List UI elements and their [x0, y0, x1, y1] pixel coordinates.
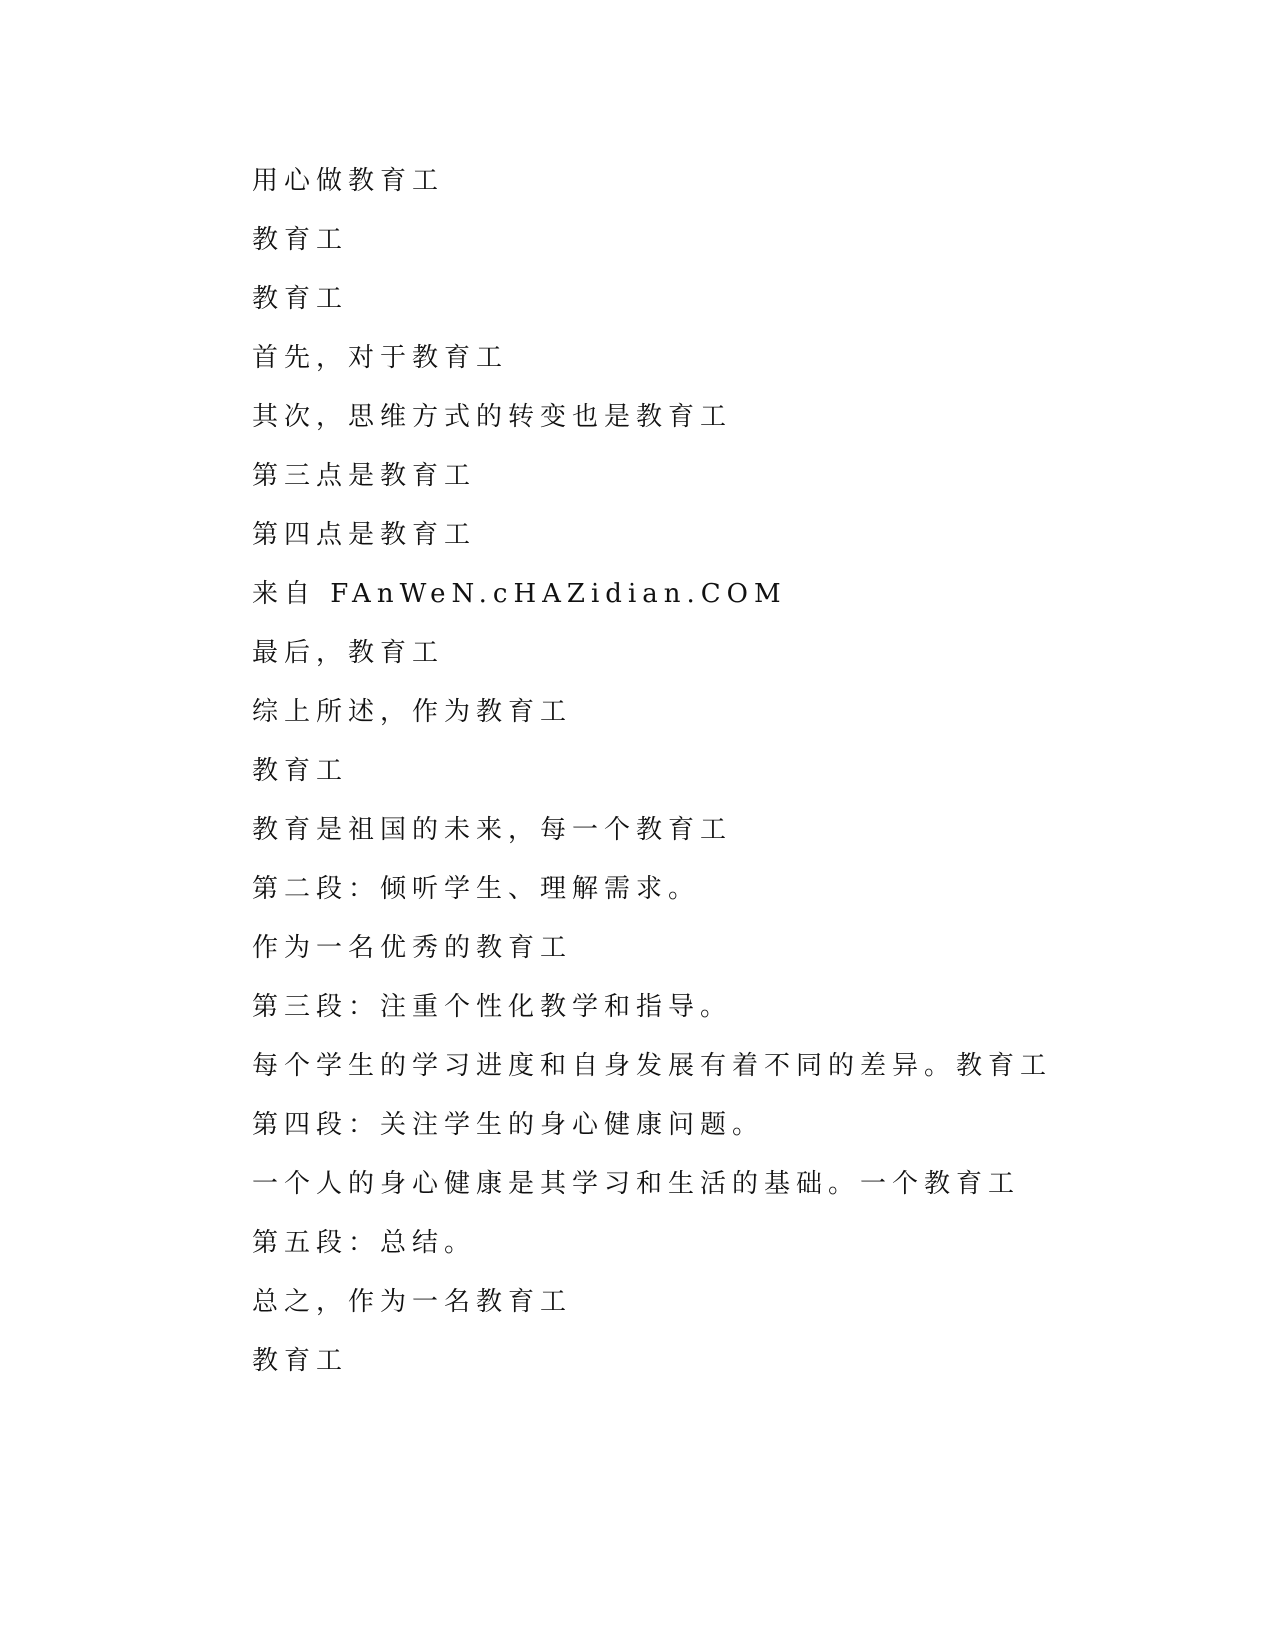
- text-line: 教育是祖国的未来，每一个教育工: [252, 815, 733, 845]
- source-line: 来自 FAnWeN.cHAZidian.COM: [252, 579, 787, 609]
- section-heading: 第三段：注重个性化教学和指导。: [252, 992, 733, 1022]
- text-line: 其次，思维方式的转变也是教育工: [252, 402, 733, 432]
- document-body: [252, 164, 1053, 1403]
- section-heading: 第五段：总结。: [252, 1228, 477, 1258]
- text-line: 第三点是教育工: [252, 461, 477, 491]
- text-line: 教育工: [252, 284, 349, 314]
- text-line: 总之，作为一名教育工: [252, 1287, 573, 1317]
- text-line: 每个学生的学习进度和自身发展有着不同的差异。教育工: [252, 1051, 1053, 1081]
- text-line: 最后，教育工: [252, 638, 445, 668]
- section-heading: 第二段：倾听学生、理解需求。: [252, 874, 701, 904]
- text-line: 教育工: [252, 225, 349, 255]
- text-line: 用心做教育工: [252, 166, 445, 196]
- text-line: 综上所述，作为教育工: [252, 697, 573, 727]
- text-line: 首先，对于教育工: [252, 343, 509, 373]
- text-line: 教育工: [252, 756, 349, 786]
- section-heading: 第四段：关注学生的身心健康问题。: [252, 1110, 765, 1140]
- text-line: 第四点是教育工: [252, 520, 477, 550]
- text-line: 一个人的身心健康是其学习和生活的基础。一个教育工: [252, 1169, 1021, 1199]
- text-line: 作为一名优秀的教育工: [252, 933, 573, 963]
- text-line: 教育工: [252, 1346, 349, 1376]
